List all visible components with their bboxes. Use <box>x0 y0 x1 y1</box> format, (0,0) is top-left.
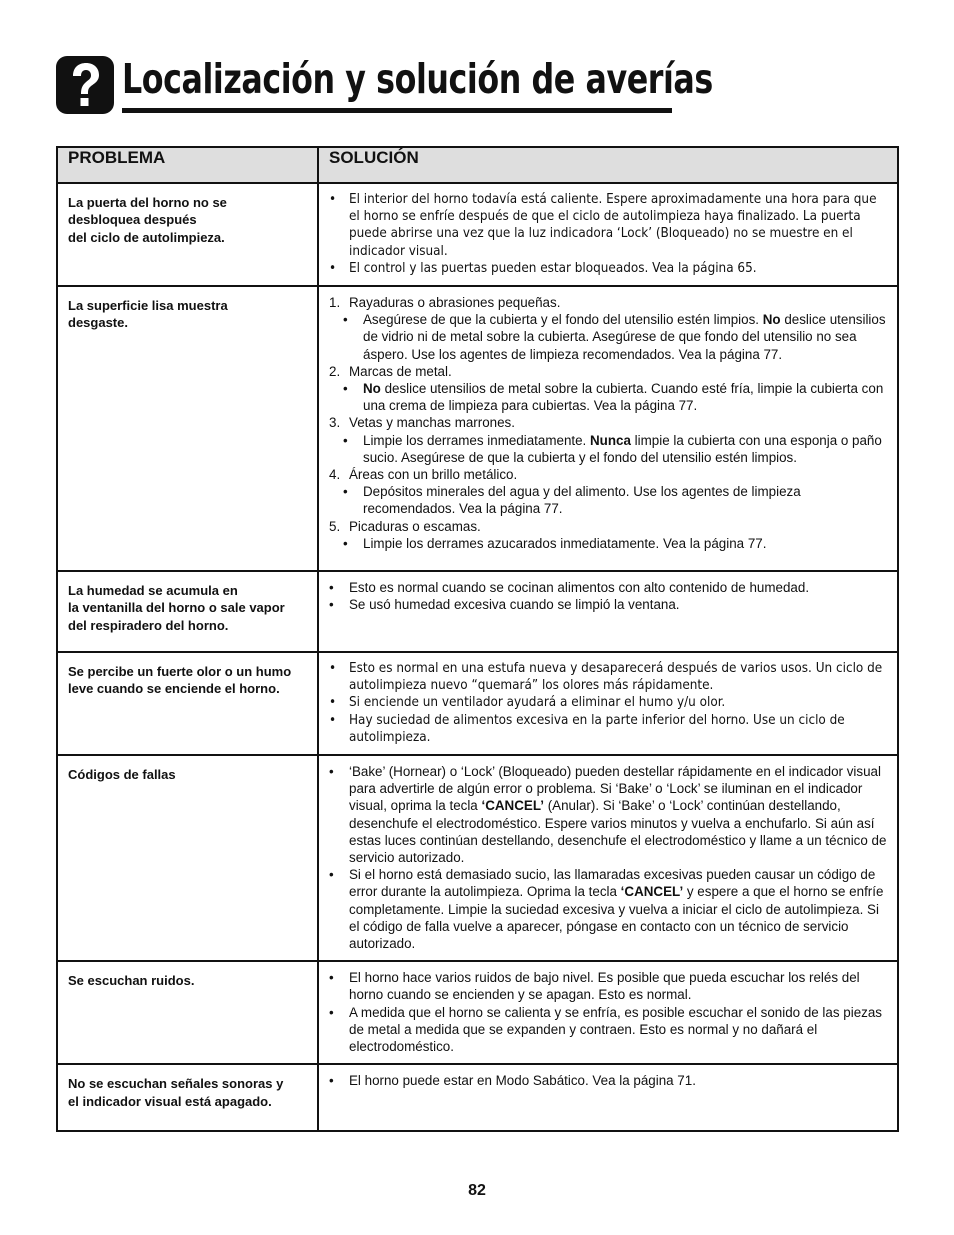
text-segment: Limpie los derrames azucarados inmediatamente. Vea la página 77. <box>363 535 767 551</box>
bullet-item <box>329 311 889 363</box>
bullet-icon: • <box>329 695 337 711</box>
troubleshooting-table <box>56 146 899 1132</box>
table-row <box>57 1064 898 1131</box>
bullet-icon: • <box>329 970 334 986</box>
bullet-icon: • <box>343 535 348 551</box>
item-text: A medida que el horno se calienta y se enfría, es posible escuchar el sonido de las piezas de metal a medida que se expanden y contraen. Esto es normal y no dañará el electrodoméstico. <box>349 1004 882 1055</box>
bullet-icon: • <box>343 381 348 397</box>
item-text <box>349 763 889 866</box>
problem-text: La humedad se acumula en la ventanilla del horno o sale vapor del respiradero del horno. <box>68 583 285 633</box>
text-segment: limpie la cubierta con una esponja o paño sucio. Asegúrese de que la cubierta y el fondo del utensilio estén limpios. <box>363 432 882 465</box>
solution-cell <box>318 183 898 286</box>
item-text <box>363 432 889 466</box>
text-segment: deslice utensilios de vidrio ni de metal sobre la cubierta. Asegúrese de que fondo del utensilio no sea áspero. Use los agentes de limpieza recomendados. Vea la página 77. <box>363 312 886 362</box>
bullet-icon: • <box>343 484 348 500</box>
item-text: Hay suciedad de alimentos excesiva en la parte inferior del horno. Use un ciclo de autolimpieza. <box>349 712 845 745</box>
question-mark-icon <box>56 56 114 114</box>
bullet-item <box>329 191 889 260</box>
column-header-solution: SOLUCIÓN <box>318 147 898 183</box>
item-text: Esto es normal cuando se cocinan alimentos con alto contenido de humedad. <box>349 580 810 596</box>
item-number: 1. <box>329 295 341 311</box>
problem-text: Se percibe un fuerte olor o un humo leve cuando se enciende el horno. <box>68 664 292 697</box>
problem-cell <box>57 183 318 286</box>
item-number: 4. <box>329 467 341 483</box>
numbered-item <box>329 363 889 380</box>
text-segment: Asegúrese de que la cubierta y el fondo del utensilio estén limpios. <box>363 312 763 328</box>
solution-cell <box>318 1064 898 1131</box>
item-text: El horno puede estar en Modo Sabático. Vea la página 71. <box>349 1073 696 1089</box>
title-underline <box>122 108 672 113</box>
problem-cell <box>57 1064 318 1131</box>
emphasis-text: ‘CANCEL’ <box>620 884 684 900</box>
text-segment: Si el horno está demasiado sucio, las llamaradas excesivas pueden causar un código de error durante la autolimpieza. Oprima la tecla <box>349 867 876 900</box>
bullet-icon: • <box>343 312 348 328</box>
page-title: Localización y solución de averías <box>122 55 713 103</box>
problem-cell <box>57 286 318 571</box>
bullet-item <box>329 763 889 866</box>
text-segment: deslice utensilios de metal sobre la cubierta. Cuando esté fría, limpie la cubierta con una crema de limpieza para cubiertas. Vea la página 77. <box>363 381 884 414</box>
item-text: Se usó humedad excesiva cuando se limpió la ventana. <box>349 597 680 613</box>
table-row <box>57 286 898 571</box>
bullet-item <box>329 596 889 613</box>
text-segment: ‘Bake’ (Hornear) o ‘Lock’ (Bloqueado) pueden destellar rápidamente en el indicador visual para advertirle de algún error o problema. Si ‘Bake’ o ‘Lock’ se iluminan en el indicador visual, oprima la tecla <box>349 764 881 814</box>
item-text <box>363 380 889 414</box>
item-text: El horno hace varios ruidos de bajo nivel. Es posible que pueda escuchar los relés del horno cuando se encienden y se apagan. Esto es normal. <box>349 970 860 1003</box>
item-text: Si enciende un ventilador ayudará a eliminar el humo y/u olor. <box>349 695 726 711</box>
numbered-item <box>329 466 889 483</box>
item-text <box>363 483 889 517</box>
bullet-icon: • <box>329 764 334 780</box>
table-row <box>57 652 898 755</box>
bullet-item <box>329 579 889 596</box>
item-text: Rayaduras o abrasiones pequeñas. <box>349 295 561 311</box>
bullet-icon: • <box>329 597 334 613</box>
solution-cell <box>318 286 898 571</box>
page-number: 82 <box>468 1182 486 1199</box>
column-header-problem: PROBLEMA <box>57 147 318 183</box>
bullet-icon: • <box>329 260 337 276</box>
problem-text: No se escuchan señales sonoras y el indicador visual está apagado. <box>68 1076 284 1109</box>
bullet-item <box>329 1004 889 1056</box>
item-text: Marcas de metal. <box>349 363 452 379</box>
table-row <box>57 183 898 286</box>
item-text <box>363 311 889 363</box>
bullet-item <box>329 694 889 711</box>
emphasis-text: No <box>363 381 381 397</box>
bullet-item <box>329 1072 889 1089</box>
text-segment: Depósitos minerales del agua y del alimento. Use los agentes de limpieza recomendados. Vea la página 77. <box>363 484 801 517</box>
text-segment: Limpie los derrames inmediatamente. <box>363 432 591 448</box>
table-row <box>57 755 898 961</box>
bullet-icon: • <box>329 192 337 207</box>
bullet-icon: • <box>329 867 334 883</box>
numbered-item <box>329 518 889 535</box>
solution-cell <box>318 571 898 652</box>
numbered-item <box>329 294 889 311</box>
emphasis-text: ‘CANCEL’ <box>481 798 544 814</box>
problem-cell <box>57 571 318 652</box>
table-row <box>57 571 898 652</box>
emphasis-text: No <box>762 312 781 328</box>
solution-cell <box>318 755 898 961</box>
item-text: El interior del horno todavía está caliente. Espere aproximadamente una hora para que el horno se enfríe después de que el ciclo de autolimpieza haya finalizado. La puerta puede abrirse una vez que la luz indicadora ‘Lock’ (Bloqueado) no se muestre en el indicador visual. <box>349 192 877 259</box>
item-text <box>349 866 889 952</box>
bullet-icon: • <box>329 1004 334 1020</box>
problem-text: La superficie lisa muestra desgaste. <box>68 298 228 331</box>
text-segment: y espere a que el horno se enfríe completamente. Limpie la suciedad excesiva y vuelva a iniciar el ciclo de autolimpieza. Si el código de falla vuelve a aparecer, póngase en contacto con un técnico de servicio autorizado. <box>349 884 884 952</box>
bullet-icon: • <box>329 1073 334 1089</box>
problem-cell <box>57 652 318 755</box>
bullet-item <box>329 712 889 746</box>
item-text: Vetas y manchas marrones. <box>349 415 515 431</box>
item-text: Picaduras o escamas. <box>349 518 481 534</box>
item-number: 2. <box>329 363 341 379</box>
item-number: 5. <box>329 518 341 534</box>
numbered-item <box>329 414 889 431</box>
item-text: Esto es normal en una estufa nueva y desaparecerá después de varios usos. Un ciclo de autolimpieza nuevo “quemará” los olores más rápidamente. <box>349 661 883 694</box>
problem-text: Se escuchan ruidos. <box>68 973 195 989</box>
bullet-item <box>329 660 889 694</box>
bullet-icon: • <box>329 580 334 596</box>
problem-text: La puerta del horno no se desbloquea después del ciclo de autolimpieza. <box>68 195 227 245</box>
bullet-item <box>329 969 889 1003</box>
bullet-item <box>329 260 889 277</box>
problem-cell <box>57 961 318 1064</box>
emphasis-text: Nunca <box>590 432 631 448</box>
bullet-icon: • <box>343 432 348 448</box>
text-segment: (Anular). Si ‘Bake’ o ‘Lock’ continúan destellando, desenchufe el electrodoméstico. Espere varios minutos y vuelva a enchufarlo. Si aún así estas luces continúan destellando, desenchufe el electrodoméstico y llame a un técnico de servicio autorizado. <box>349 798 887 866</box>
problem-text: Códigos de fallas <box>68 767 176 783</box>
item-text: Áreas con un brillo metálico. <box>349 467 518 483</box>
item-text: El control y las puertas pueden estar bloqueados. Vea la página 65. <box>349 260 757 276</box>
table-header-row <box>57 147 898 183</box>
item-text <box>363 535 889 552</box>
bullet-icon: • <box>329 661 337 677</box>
bullet-item <box>329 380 889 414</box>
bullet-item <box>329 483 889 517</box>
bullet-item <box>329 535 889 552</box>
solution-cell <box>318 961 898 1064</box>
item-number: 3. <box>329 415 341 431</box>
bullet-icon: • <box>329 712 337 728</box>
solution-cell <box>318 652 898 755</box>
bullet-item <box>329 866 889 952</box>
problem-cell <box>57 755 318 961</box>
table-row <box>57 961 898 1064</box>
bullet-item <box>329 432 889 466</box>
